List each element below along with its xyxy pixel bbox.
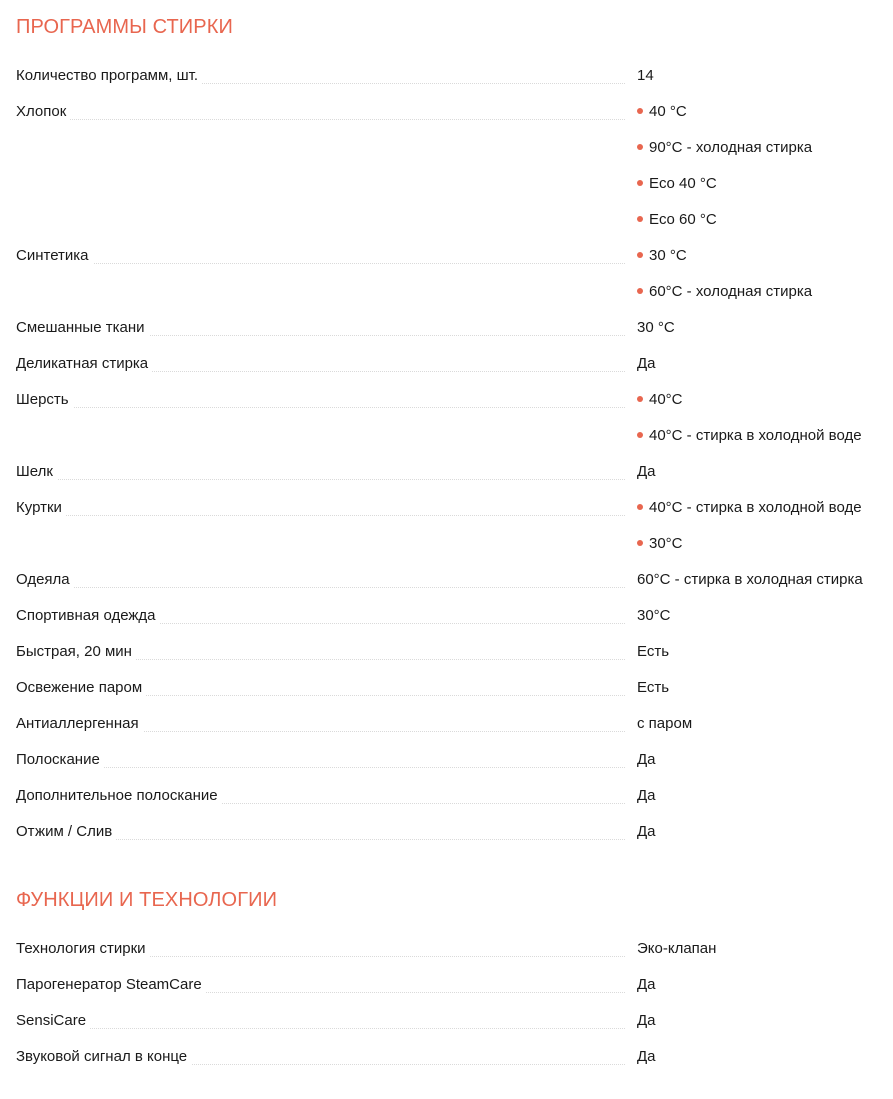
spec-row [16,1009,886,1045]
spec-label-cell [16,973,625,1009]
spec-row [16,172,886,208]
spec-label-cell [16,352,625,388]
spec-value: Да [637,751,656,768]
bullet-dot-icon [637,288,643,294]
spec-value-cell [637,568,863,592]
spec-label: Деликатная стирка [16,352,152,376]
spec-row [16,820,886,856]
spec-label: Антиаллергенная [16,712,143,736]
spec-value: 30 °C [649,247,687,264]
spec-value: Да [637,787,656,804]
spec-value: 30 °C [637,319,675,336]
spec-row [16,748,886,784]
dotted-leader [16,515,625,516]
spec-label-cell [16,172,625,208]
spec-label: Звуковой сигнал в конце [16,1045,191,1069]
bullet-dot-icon [637,216,643,222]
spec-value-cell [637,604,671,628]
spec-row [16,136,886,172]
spec-label: Технология стирки [16,937,150,961]
spec-label: Одеяла [16,568,74,592]
spec-value-cell [637,388,683,412]
spec-row [16,640,886,676]
spec-value: 60°C - холодная стирка [649,283,813,300]
spec-label-cell [16,676,625,712]
spec-table-functions-technologies [16,937,886,1081]
bullet-dot-icon [637,108,643,114]
spec-value: 40°C - стирка в холодной воде [649,427,862,444]
spec-value-cell [637,1045,656,1069]
spec-value: 40°C - стирка в холодной воде [649,499,862,516]
spec-label-cell [16,316,625,352]
spec-label-cell [16,820,625,856]
spec-label: Дополнительное полоскание [16,784,222,808]
spec-value: Есть [637,679,670,696]
spec-value: 30°C [649,535,683,552]
spec-label: Смешанные ткани [16,316,149,340]
spec-value-cell [637,172,717,196]
spec-label: Куртки [16,496,66,520]
spec-row [16,388,886,424]
spec-row [16,208,886,244]
spec-row [16,64,886,100]
spec-value: Eco 60 °C [649,211,717,228]
dotted-leader [16,479,625,480]
spec-value: Да [637,823,656,840]
spec-value-cell [637,532,683,556]
spec-label-cell [16,388,625,424]
spec-label-cell [16,64,625,100]
spec-label-cell [16,784,625,820]
spec-label: Синтетика [16,244,93,268]
spec-row [16,676,886,712]
spec-label-cell [16,1009,625,1045]
spec-value: 90°C - холодная стирка [649,139,813,156]
spec-label-cell [16,532,625,568]
spec-label-cell [16,496,625,532]
spec-label-cell [16,640,625,676]
spec-row [16,496,886,532]
spec-label-cell [16,568,625,604]
spec-value-cell [637,748,656,772]
spec-label-cell [16,748,625,784]
spec-table-washing-programs [16,64,886,856]
spec-label-cell [16,937,625,973]
spec-row [16,244,886,280]
spec-value: 40°C [649,391,683,408]
spec-label-cell [16,280,625,316]
spec-row [16,937,886,973]
spec-row [16,568,886,604]
spec-value: 30°C [637,607,671,624]
spec-row [16,1045,886,1081]
dotted-leader [16,263,625,264]
spec-value-cell [637,712,692,736]
spec-value: Да [637,976,656,993]
spec-value-cell [637,424,862,448]
spec-label-cell [16,604,625,640]
spec-row [16,532,886,568]
spec-row [16,973,886,1009]
spec-value-cell [637,460,656,484]
spec-value-cell [637,352,656,376]
section-title-functions-technologies: ФУНКЦИИ И ТЕХНОЛОГИИ [16,889,278,911]
bullet-dot-icon [637,396,643,402]
dotted-leader [16,119,625,120]
spec-label-cell [16,208,625,244]
spec-label-cell [16,424,625,460]
spec-label: Полоскание [16,748,104,772]
dotted-leader [16,767,625,768]
bullet-dot-icon [637,180,643,186]
bullet-dot-icon [637,432,643,438]
spec-value: 14 [637,67,654,84]
spec-value-cell [637,496,862,520]
spec-label-cell [16,136,625,172]
spec-value-cell [637,973,656,997]
spec-value: Да [637,1048,656,1065]
spec-value: Да [637,463,656,480]
spec-value-cell [637,280,812,304]
spec-row [16,460,886,496]
spec-label-cell [16,712,625,748]
bullet-dot-icon [637,504,643,510]
spec-label-cell [16,1045,625,1081]
spec-value-cell [637,64,654,88]
spec-value-cell [637,640,669,664]
spec-label: Количество программ, шт. [16,64,202,88]
dotted-leader [16,587,625,588]
spec-value-cell [637,100,687,124]
bullet-dot-icon [637,252,643,258]
spec-value: Да [637,355,656,372]
spec-value-cell [637,208,717,232]
spec-value: с паром [637,715,693,732]
spec-value: Eco 40 °C [649,175,717,192]
dotted-leader [16,407,625,408]
spec-label: Шерсть [16,388,73,412]
spec-row [16,712,886,748]
spec-row [16,280,886,316]
spec-row [16,352,886,388]
dotted-leader [16,1028,625,1029]
spec-value: 40 °C [649,103,687,120]
spec-label: Отжим / Слив [16,820,116,844]
spec-row [16,604,886,640]
spec-row [16,100,886,136]
spec-label: Шелк [16,460,57,484]
spec-value-cell [637,1009,656,1033]
bullet-dot-icon [637,144,643,150]
spec-label: Спортивная одежда [16,604,160,628]
bullet-dot-icon [637,540,643,546]
spec-value-cell [637,316,675,340]
spec-value: Эко-клапан [637,940,717,957]
spec-label: Парогенератор SteamCare [16,973,206,997]
spec-value-cell [637,676,669,700]
section-title-washing-programs: ПРОГРАММЫ СТИРКИ [16,16,233,38]
spec-value: 60°C - стирка в холодная стирка [637,571,863,588]
spec-value-cell [637,937,716,961]
spec-row [16,424,886,460]
spec-label-cell [16,460,625,496]
spec-label: Хлопок [16,100,70,124]
spec-value-cell [637,820,656,844]
spec-value-cell [637,784,656,808]
spec-label: Освежение паром [16,676,146,700]
spec-row [16,316,886,352]
spec-value: Есть [637,643,670,660]
spec-label: Быстрая, 20 мин [16,640,136,664]
spec-label: SensiCare [16,1009,90,1033]
spec-label-cell [16,100,625,136]
spec-value-cell [637,244,687,268]
spec-value-cell [637,136,812,160]
spec-value: Да [637,1012,656,1029]
spec-label-cell [16,244,625,280]
spec-row [16,784,886,820]
